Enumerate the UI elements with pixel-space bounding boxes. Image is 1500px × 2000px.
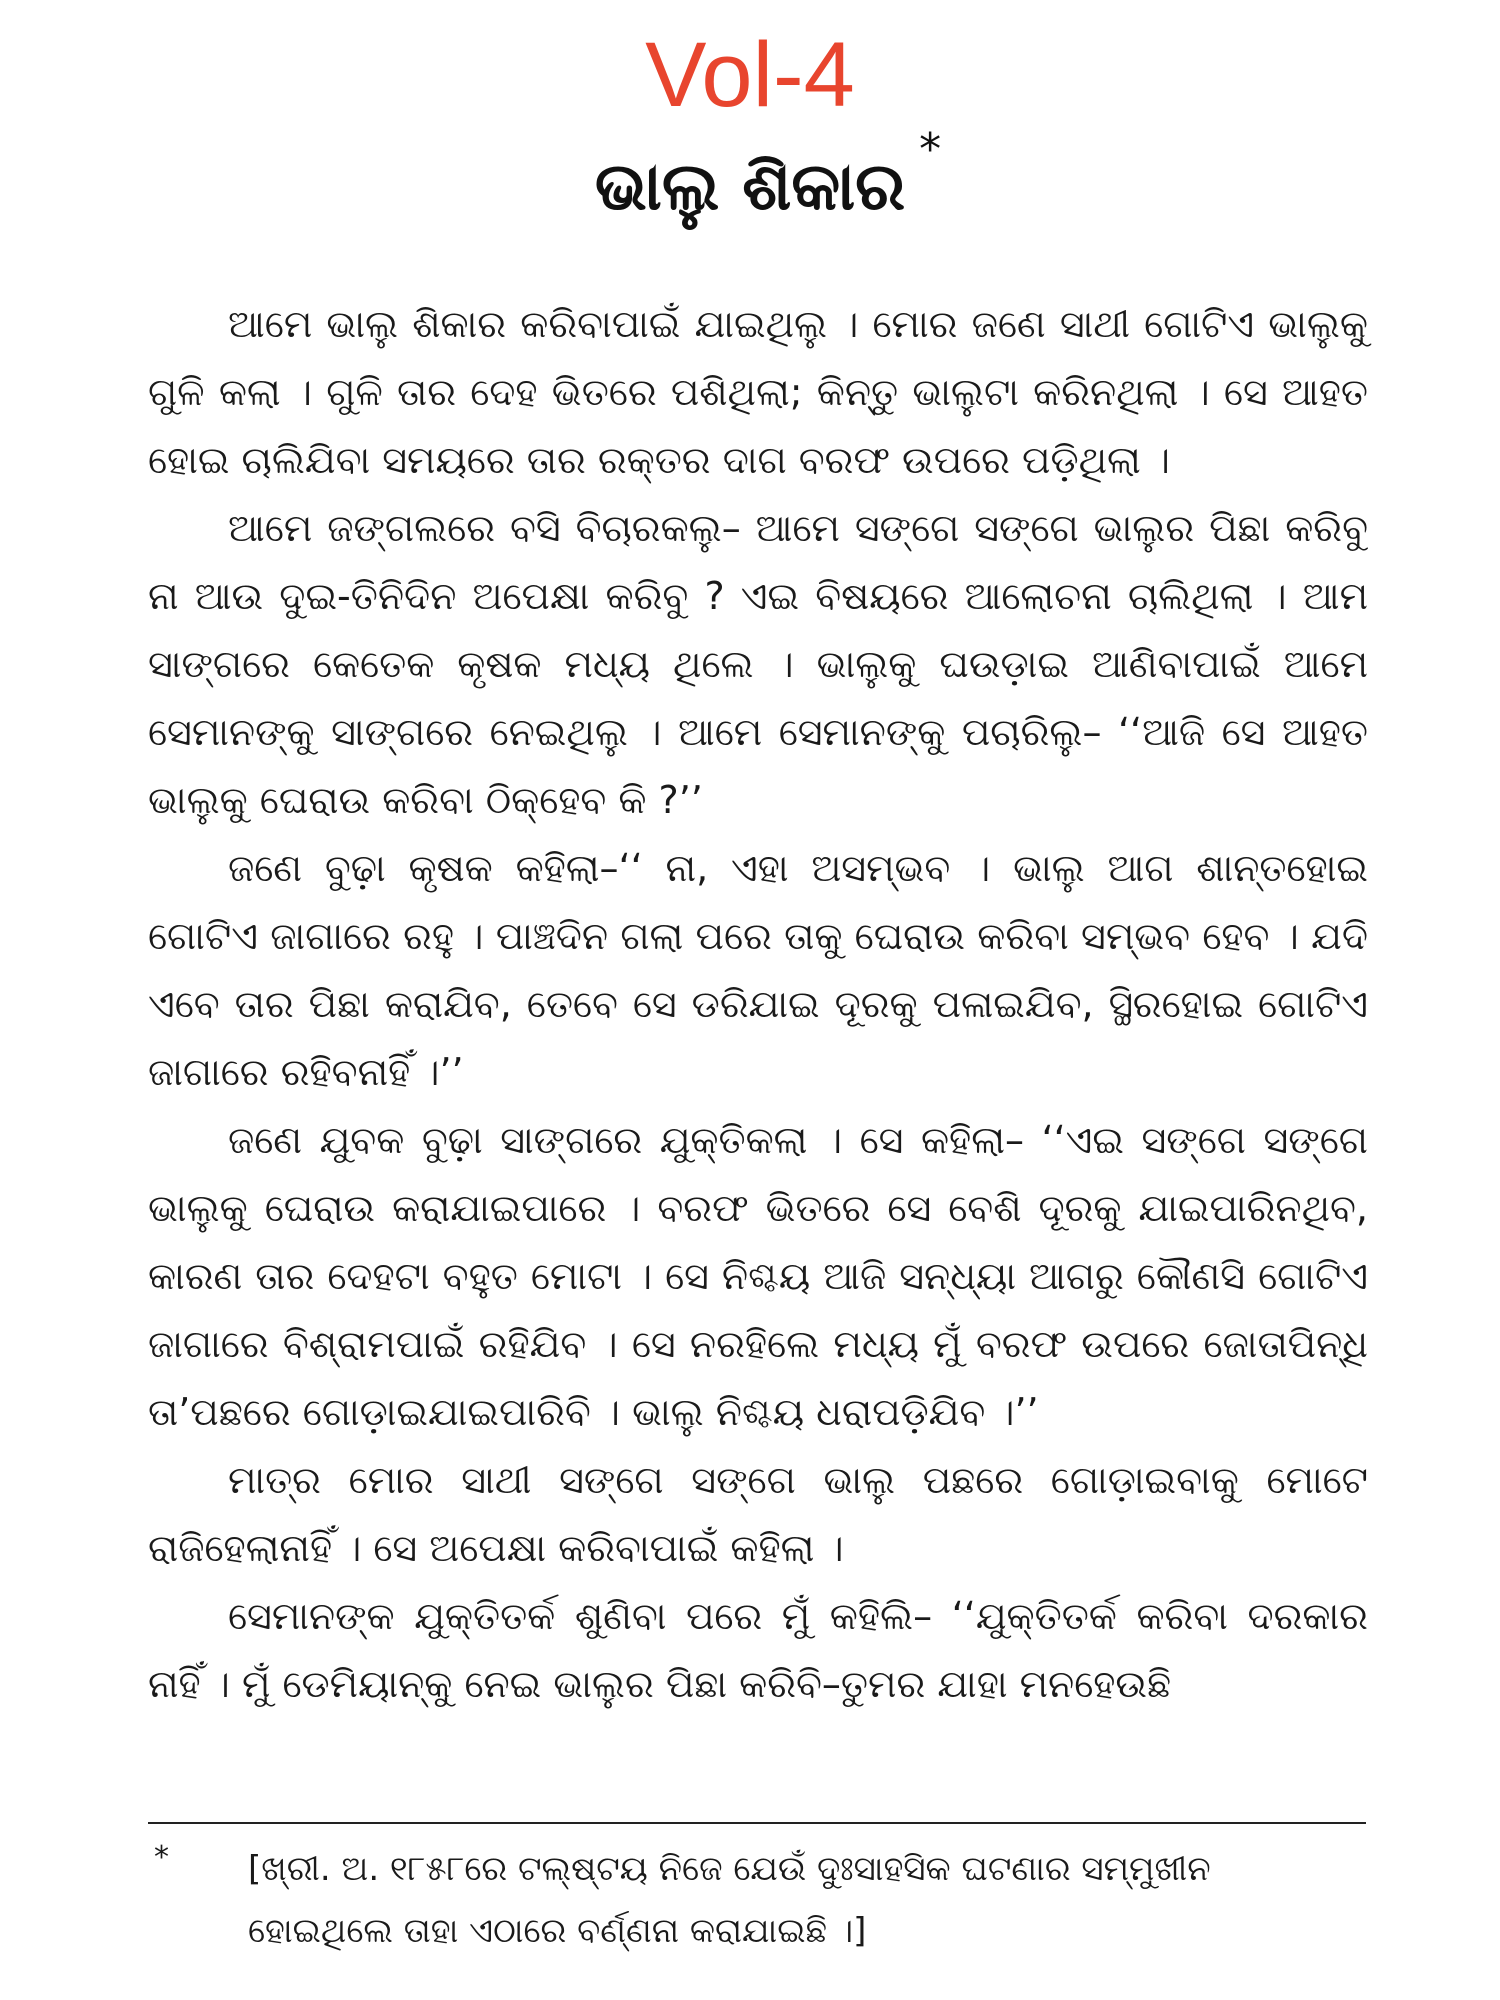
volume-label: Vol-4 — [645, 24, 855, 126]
title-container — [0, 124, 1500, 232]
story-title-text: ଭାଲୁ ଶିକାର — [594, 148, 906, 225]
paragraph-3: ଜଣେ ବୁଢ଼ା କୃଷକ କହିଲା–‘‘ ନା, ଏହା ଅସମ୍ଭବ । ଭାଲୁ ଆଗ ଶାନ୍ତହୋଇ ଗୋଟିଏ ଜାଗାରେ ରହୁ । ପାଞ୍ଚଦିନ ଗଲା ପରେ ତାକୁ ଘେରାଉ କରିବା ସମ୍ଭବ ହେବ । ଯଦି ଏବେ ତାର ପିଛା କରାଯିବ, ତେବେ ସେ ଡରିଯାଇ ଦୂରକୁ ପଳାଇଯିବ, ସ୍ଥିରହୋଇ ଗୋଟିଏ ଜାଗାରେ ରହିବନାହିଁ ।’’ — [148, 846, 1368, 1094]
footnote-mark: * — [154, 1840, 169, 1875]
paragraph-5: ମାତ୍ର ମୋର ସାଥୀ ସଙ୍ଗେ ସଙ୍ଗେ ଭାଲୁ ପଛରେ ଗୋଡ଼ାଇବାକୁ ମୋଟେ ରାଜିହେଲାନାହିଁ । ସେ ଅପେକ୍ଷା କରିବାପାଇଁ କହିଲା । — [148, 1458, 1368, 1570]
paragraph-2: ଆମେ ଜଙ୍ଗଲରେ ବସି ବିଚାରକଲୁ– ଆମେ ସଙ୍ଗେ ସଙ୍ଗେ ଭାଲୁର ପିଛା କରିବୁ ନା ଆଉ ଦୁଇ-ତିନିଦିନ ଅପେକ୍ଷା କରିବୁ ? ଏଇ ବିଷୟରେ ଆଲୋଚନା ଚାଲିଥିଲା । ଆମ ସାଙ୍ଗରେ କେତେକ କୃଷକ ମଧ୍ୟ ଥିଲେ । ଭାଲୁକୁ ଘଉଡ଼ାଇ ଆଣିବାପାଇଁ ଆମେ ସେମାନଙ୍କୁ ସାଙ୍ଗରେ ନେଇଥିଲୁ । ଆମେ ସେମାନଙ୍କୁ ପଚାରିଲୁ– ‘‘ଆଜି ସେ ଆହତ ଭାଲୁକୁ ଘେରାଉ କରିବା ଠିକ୍‌ହେବ କି ?’’ — [148, 506, 1368, 822]
story-body — [148, 290, 1368, 1718]
paragraph-4: ଜଣେ ଯୁବକ ବୁଢ଼ା ସାଙ୍ଗରେ ଯୁକ୍ତିକଲା । ସେ କହିଲା– ‘‘ଏଇ ସଙ୍ଗେ ସଙ୍ଗେ ଭାଲୁକୁ ଘେରାଉ କରାଯାଇପାରେ । ବରଫ ଭିତରେ ସେ ବେଶି ଦୂରକୁ ଯାଇପାରିନଥିବ, କାରଣ ତାର ଦେହଟା ବହୁତ ମୋଟା । ସେ ନିଶ୍ଚୟ ଆଜି ସନ୍ଧ୍ୟା ଆଗରୁ କୌଣସି ଗୋଟିଏ ଜାଗାରେ ବିଶ୍ରାମପାଇଁ ରହିଯିବ । ସେ ନରହିଲେ ମଧ୍ୟ ମୁଁ ବରଫ ଉପରେ ଜୋତାପିନ୍ଧି ତା’ପଛରେ ଗୋଡ଼ାଇଯାଇପାରିବି । ଭାଲୁ ନିଶ୍ଚୟ ଧରାପଡ଼ିଯିବ ।’’ — [148, 1118, 1368, 1434]
footnote-text: [ଖ୍ରୀ. ଅ. ୧୮୫୮ରେ ଟଲ୍‌ଷ୍ଟୟ ନିଜେ ଯେଉଁ ଦୁଃସାହସିକ ଘଟଣାର ସମ୍ମୁଖୀନ ହୋଇଥିଲେ ତାହା ଏଠାରେ ବର୍ଣ୍ଣନା କରାଯାଇଛି ।] — [248, 1849, 1211, 1951]
paragraph-6: ସେମାନଙ୍କ ଯୁକ୍ତିତର୍କ ଶୁଣିବା ପରେ ମୁଁ କହିଲି– ‘‘ଯୁକ୍ତିତର୍କ କରିବା ଦରକାର ନାହିଁ । ମୁଁ ଡେମିୟାନ୍‌କୁ ନେଇ ଭାଲୁର ପିଛା କରିବି–ତୁମର ଯାହା ମନହେଉଛି — [148, 1594, 1368, 1706]
title-footnote-mark: * — [919, 124, 942, 175]
footnote — [148, 1838, 1366, 1962]
footnote-divider — [148, 1822, 1366, 1824]
story-title — [594, 124, 942, 232]
paragraph-1: ଆମେ ଭାଲୁ ଶିକାର କରିବାପାଇଁ ଯାଇଥିଲୁ । ମୋର ଜଣେ ସାଥୀ ଗୋଟିଏ ଭାଲୁକୁ ଗୁଳି କଲା । ଗୁଳି ତାର ଦେହ ଭିତରେ ପଶିଥିଲା; କିନ୍ତୁ ଭାଲୁଟା କରିନଥିଲା । ସେ ଆହତ ହୋଇ ଚାଲିଯିବା ସମୟରେ ତାର ରକ୍ତର ଦାଗ ବରଫ ଉପରେ ପଡ଼ିଥିଲା । — [148, 302, 1368, 482]
